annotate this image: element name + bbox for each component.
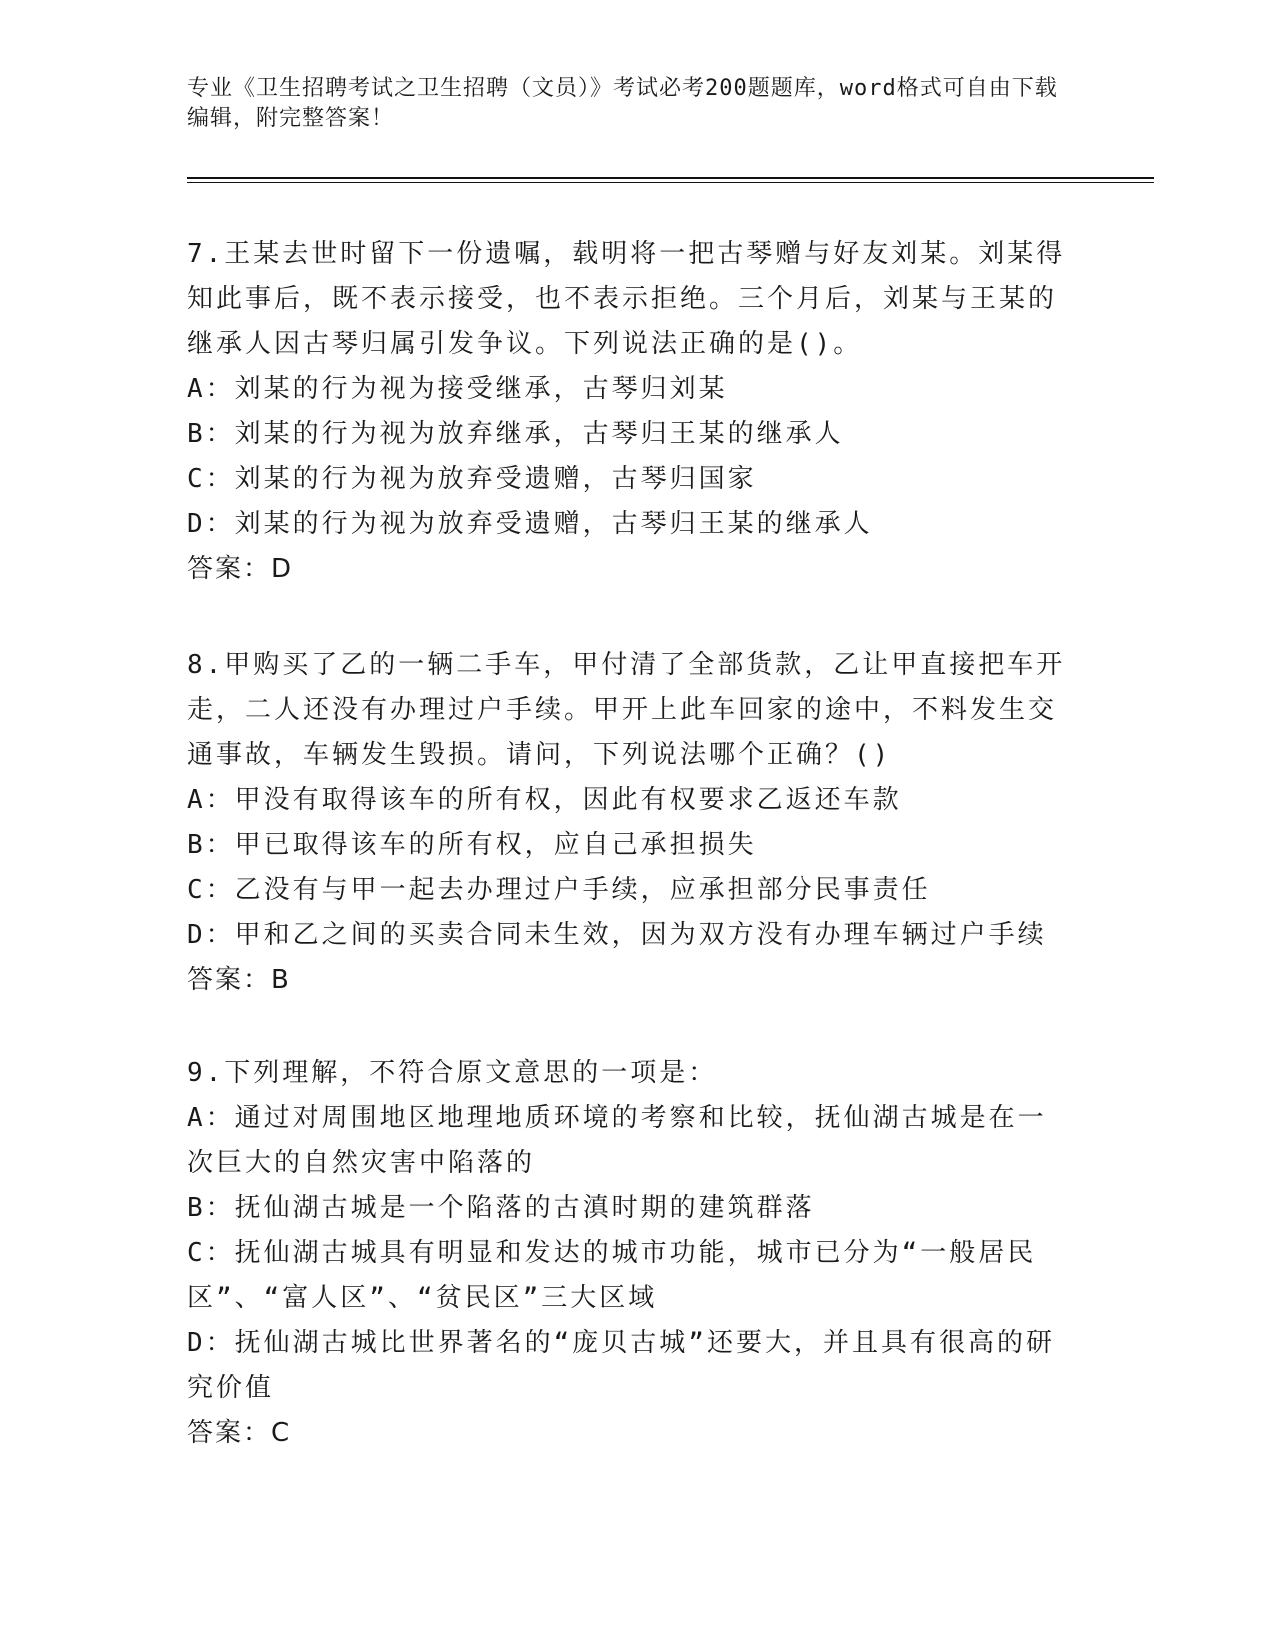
question-7 [187, 232, 1067, 592]
option-d: D：刘某的行为视为放弃受遗赠，古琴归王某的继承人 [187, 509, 873, 539]
option-a: A：甲没有取得该车的所有权，因此有权要求乙返还车款 [187, 785, 902, 815]
option-c: C：乙没有与甲一起去办理过户手续，应承担部分民事责任 [187, 875, 931, 905]
option-b: B：刘某的行为视为放弃继承，古琴归王某的继承人 [187, 419, 844, 449]
question-stem: 7.王某去世时留下一份遗嘱，载明将一把古琴赠与好友刘某。刘某得知此事后，既不表示接受，也不表示拒绝。三个月后，刘某与王某的继承人因古琴归属引发争议。下列说法正确的是()。 [187, 239, 1066, 359]
option-d: D：甲和乙之间的买卖合同未生效，因为双方没有办理车辆过户手续 [187, 920, 1047, 950]
question-8 [187, 643, 1067, 1003]
answer: 答案：D [187, 554, 294, 584]
option-c: C：刘某的行为视为放弃受遗赠，古琴归国家 [187, 464, 757, 494]
question-9 [187, 1051, 1067, 1456]
header-rule-thick [187, 177, 1154, 179]
option-a: A：刘某的行为视为接受继承，古琴归刘某 [187, 374, 728, 404]
question-stem: 8.甲购买了乙的一辆二手车，甲付清了全部货款，乙让甲直接把车开走，二人还没有办理过户手续。甲开上此车回家的途中，不料发生交通事故，车辆发生毁损。请问，下列说法哪个正确？() [187, 650, 1066, 770]
question-stem: 9.下列理解，不符合原文意思的一项是： [187, 1058, 718, 1088]
header-rule-thin [187, 182, 1154, 183]
option-b: B：抚仙湖古城是一个陷落的古滇时期的建筑群落 [187, 1193, 815, 1223]
option-a: A：通过对周围地区地理地质环境的考察和比较，抚仙湖古城是在一次巨大的自然灾害中陷落的 [187, 1103, 1047, 1178]
document-header: 专业《卫生招聘考试之卫生招聘（文员）》考试必考200题题库，word格式可自由下载编辑，附完整答案！ [187, 76, 1058, 131]
option-c: C：抚仙湖古城具有明显和发达的城市功能，城市已分为“一般居民区”、“富人区”、“贫民区”三大区域 [187, 1238, 1037, 1313]
answer: 答案：B [187, 965, 291, 995]
answer: 答案：C [187, 1418, 292, 1448]
option-d: D：抚仙湖古城比世界著名的“庞贝古城”还要大，并且具有很高的研究价值 [187, 1328, 1055, 1403]
option-b: B：甲已取得该车的所有权，应自己承担损失 [187, 830, 757, 860]
